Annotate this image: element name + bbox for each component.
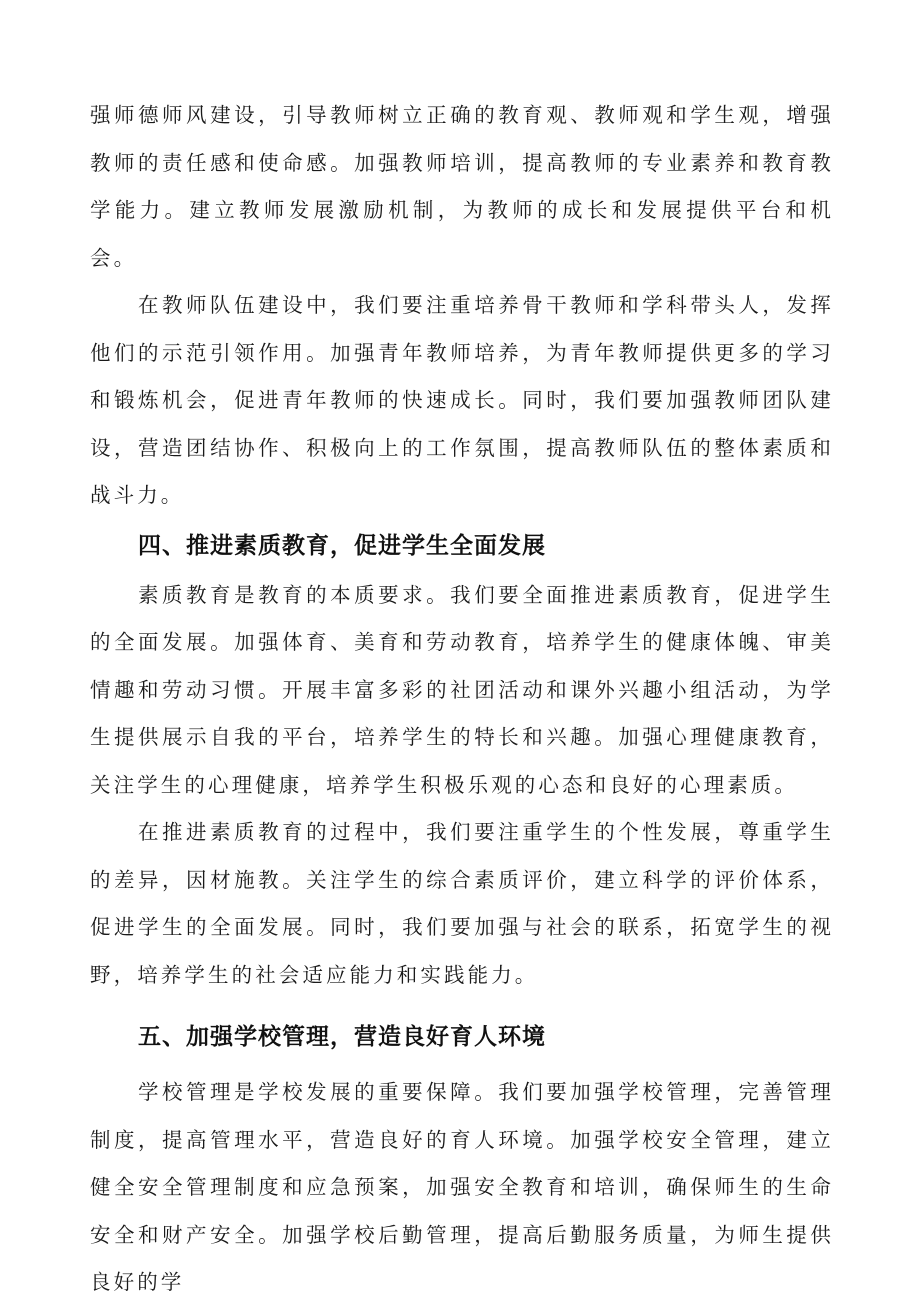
paragraph-school-management: 学校管理是学校发展的重要保障。我们要加强学校管理，完善管理制度，提高管理水平，营造良好的育人环境。加强学校安全管理，建立健全安全管理制度和应急预案，加强安全教育和培训，确保师生的生命安全和财产安全。加强学校后勤管理，提高后勤服务质量，为师生提供良好的学: [90, 1080, 834, 1294]
paragraph-student-individuality: 在推进素质教育的过程中，我们要注重学生的个性发展，尊重学生的差异，因材施教。关注学生的综合素质评价，建立科学的评价体系，促进学生的全面发展。同时，我们要加强与社会的联系，拓宽学生的视野，培养学生的社会适应能力和实践能力。: [90, 820, 834, 987]
section-4-heading: 四、推进素质教育，促进学生全面发展: [138, 532, 546, 559]
paragraph-teacher-ethics-continued: 强师德师风建设，引导教师树立正确的教育观、教师观和学生观，增强教师的责任感和使命感。加强教师培训，提高教师的专业素养和教育教学能力。建立教师发展激励机制，为教师的成长和发展提供平台和机会。: [90, 103, 834, 270]
section-5-heading: 五、加强学校管理，营造良好育人环境: [138, 1024, 546, 1050]
paragraph-quality-education: 素质教育是教育的本质要求。我们要全面推进素质教育，促进学生的全面发展。加强体育、美育和劳动教育，培养学生的健康体魄、审美情趣和劳动习惯。开展丰富多彩的社团活动和课外兴趣小组活动，为学生提供展示自我的平台，培养学生的特长和兴趣。加强心理健康教育，关注学生的心理健康，培养学生积极乐观的心态和良好的心理素质。: [90, 582, 834, 797]
paragraph-teacher-team-building: 在教师队伍建设中，我们要注重培养骨干教师和学科带头人，发挥他们的示范引领作用。加强青年教师培养，为青年教师提供更多的学习和锻炼机会，促进青年教师的快速成长。同时，我们要加强教师团队建设，营造团结协作、积极向上的工作氛围，提高教师队伍的整体素质和战斗力。: [90, 293, 834, 507]
document-body: [90, 92, 834, 1307]
